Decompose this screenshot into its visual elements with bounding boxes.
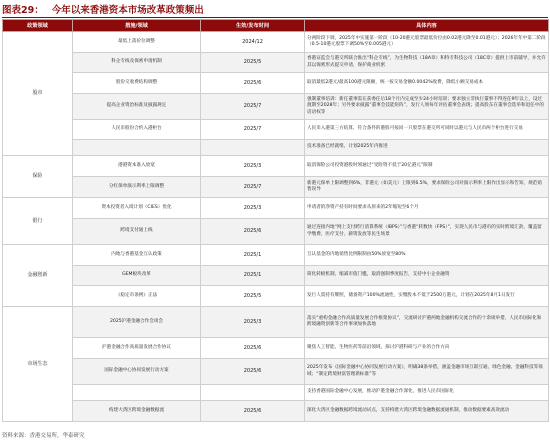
- policy-cell: 沪港金融合作高质量发展合作协议: [73, 338, 201, 359]
- table-header-row: [3, 20, 549, 32]
- domain-cell: 银行: [3, 198, 73, 245]
- time-cell: 2025/1: [201, 266, 305, 286]
- table-row: [3, 120, 549, 140]
- table-row: [3, 338, 549, 359]
- table-row: [3, 198, 549, 219]
- content-cell: 聚焦人工智能、生物医药等前沿领域，探讨沪港科研与产业的合作方向: [305, 338, 549, 359]
- table-row: [3, 219, 549, 245]
- content-cell: 技术准备已经就绪，计划2025年内推进: [305, 140, 549, 156]
- table-row: [3, 245, 549, 266]
- table-row: [3, 359, 549, 385]
- content-cell: 取消最低2港元/最高100港元限额，统一按交易金额0.0042%收费，降低小额交易成本: [305, 73, 549, 94]
- policy-table: [2, 19, 549, 422]
- content-cell: 强制董事培训：新任董事需在获委任后18个月内完成至少24小时培训；要求独立非执行董事不得连任9年以上，设过渡期至2028年；另外要求披露“董事会技能矩阵”，发行人须每年评估董事会表现；提高股东在董事会选举和退任中的话语权等: [305, 94, 549, 120]
- policy-cell: 最低上落价位调整: [73, 32, 201, 53]
- content-cell: 通过连接内地“网上支付跨行清算系统（IBPS）”与香港“转数快（FPS）”，实现人民币与港币的实时跨境汇款，覆盖留学缴费、医疗支付、薪资发放等民生场景: [305, 219, 549, 245]
- table-row: [3, 94, 549, 120]
- policy-cell: GEM板块改革: [73, 266, 201, 286]
- policy-cell: 科企专线及保密申请机制: [73, 53, 201, 73]
- policy-cell: 提高企业资治标准及披露规定: [73, 94, 201, 120]
- time-cell: 2024/12: [201, 32, 305, 53]
- time-cell: 2025/6: [201, 219, 305, 245]
- content-cell: 申请者的净资产持有时间要求从原来的2年缩短至6个月: [305, 198, 549, 219]
- table-row: [3, 266, 549, 286]
- time-cell: 2025/5: [201, 53, 305, 73]
- content-cell: 发行人需持有牌照，储备资产100%流通性，实缴股本不低于2500万港元，计划在2025年8月1日发行: [305, 286, 549, 307]
- content-cell: 互认基金的内地销售比例限制由50%放宽至80%: [305, 245, 549, 266]
- time-cell: [201, 385, 305, 401]
- time-cell: 2025/6: [201, 73, 305, 94]
- policy-cell: 构建大湾区跨境金融数据流: [73, 401, 201, 422]
- time-cell: 2025/3: [201, 156, 305, 177]
- time-cell: 2025/6: [201, 359, 305, 385]
- header-policy: 措施/领域: [73, 20, 201, 32]
- time-cell: 2025/7: [201, 94, 305, 120]
- content-cell: 支持香港国际金融中心发展，推动沪港金融合作深化，推进人民币国际化: [305, 385, 549, 401]
- policy-cell: 港港资本准入放宽: [73, 156, 201, 177]
- table-row: [3, 307, 549, 338]
- policy-cell: 人民币股份合约入港柜台: [73, 120, 201, 140]
- time-cell: 2025/5: [201, 286, 305, 307]
- content-cell: 落实“重构金融合作高质量发展合作框架协议”，交流研讨沪港两地金融机构交流合作的十余项举措，人民币国际化和跨境融资创新等合作事项加快落地: [305, 307, 549, 338]
- header-time: 生效/发布时间: [201, 20, 305, 32]
- table-row: [3, 156, 549, 177]
- time-cell: 2025/7: [201, 120, 305, 140]
- source-note: 资料来源：香港交易所，华泰研究: [2, 433, 85, 439]
- figure-title-text: 今年以来香港资本市场改革政策频出: [51, 4, 204, 16]
- header-domain: 政策领域: [3, 20, 73, 32]
- table-row: [3, 53, 549, 73]
- table-row: [3, 140, 549, 156]
- policy-cell: 股份交收费结构调整: [73, 73, 201, 94]
- domain-cell: 金融创新: [3, 245, 73, 307]
- content-cell: 新港元保单上限调整到6%，非港元（如美元）上限到6.5%，要求保险公司对演示利率上限作出显示和告知，规范销售误导: [305, 177, 549, 198]
- header-content: 具体内容: [305, 20, 549, 32]
- table-row: [3, 177, 549, 198]
- content-cell: 深化大湾区金融数据跨境流动试点，支持构建大湾区跨境金融数据流通机制，推动数据要素高效流动: [305, 401, 549, 422]
- content-cell: 2025年发布《国际金融中心协同发展行动方案》，明确38条举措，涵盖金融市场互联互通、绿色金融、金融科技等领域；“制定跨境财富管理新标准”等: [305, 359, 549, 385]
- content-cell: 人民币入港第三方结算，符合条件的港股可按同一只股票在港交所可同时以港元与人民币两个柜台进行交易: [305, 120, 549, 140]
- time-cell: 2025/1: [201, 245, 305, 266]
- title-rule: [2, 17, 548, 18]
- policy-cell: 分红保单演示利率上限调整: [73, 177, 201, 198]
- content-cell: 香港证监会与港交所联合推出“科企专线”，为生物科技（18A章）和特专科技公司（18C章）提供上市前辅导，并允许其以保密形式提交申请，保护商业机密: [305, 53, 549, 73]
- policy-cell: 资本投资者入境计划（CIES）优化: [73, 198, 201, 219]
- table-row: [3, 32, 549, 53]
- content-cell: 分两阶段下调，2025年中实施第一阶段（10-20港元股票最低价位由0.02港元降至0.01港元）；2026年年中第二阶段（0.5-10港元股票下调50%至0.005港元）: [305, 32, 549, 53]
- time-cell: [201, 140, 305, 156]
- table-row: [3, 385, 549, 401]
- time-cell: 2025/6: [201, 338, 305, 359]
- table-row: [3, 73, 549, 94]
- policy-cell: [73, 140, 201, 156]
- content-cell: 取消保险公司投资港股时须通过“受险资不低于20亿港元”限制: [305, 156, 549, 177]
- table-row: [3, 286, 549, 307]
- policy-cell: 国际金融中心协同发展行动方案: [73, 359, 201, 385]
- time-cell: 2025/3: [201, 307, 305, 338]
- table-row: [3, 401, 549, 422]
- policy-cell: 2025沪港金融合作会谈会: [73, 307, 201, 338]
- policy-cell: 跨境支付通上线: [73, 219, 201, 245]
- time-cell: 2025/3: [201, 198, 305, 219]
- figure-title: [2, 1, 204, 16]
- domain-cell: 保险: [3, 156, 73, 198]
- domain-cell: 股市: [3, 32, 73, 156]
- time-cell: 2025/7: [201, 177, 305, 198]
- policy-cell: 《稳定币条例》正法: [73, 286, 201, 307]
- policy-cell: 内地与香港基金互认政策: [73, 245, 201, 266]
- time-cell: 2025/6: [201, 401, 305, 422]
- domain-cell: 市场生态: [3, 307, 73, 422]
- table-body: [3, 32, 549, 422]
- policy-cell: [73, 385, 201, 401]
- content-cell: 简化转板机制，缩减市值门槛，取消强制季度报告，支持中小企业融资: [305, 266, 549, 286]
- figure-number: 图表29：: [2, 4, 44, 16]
